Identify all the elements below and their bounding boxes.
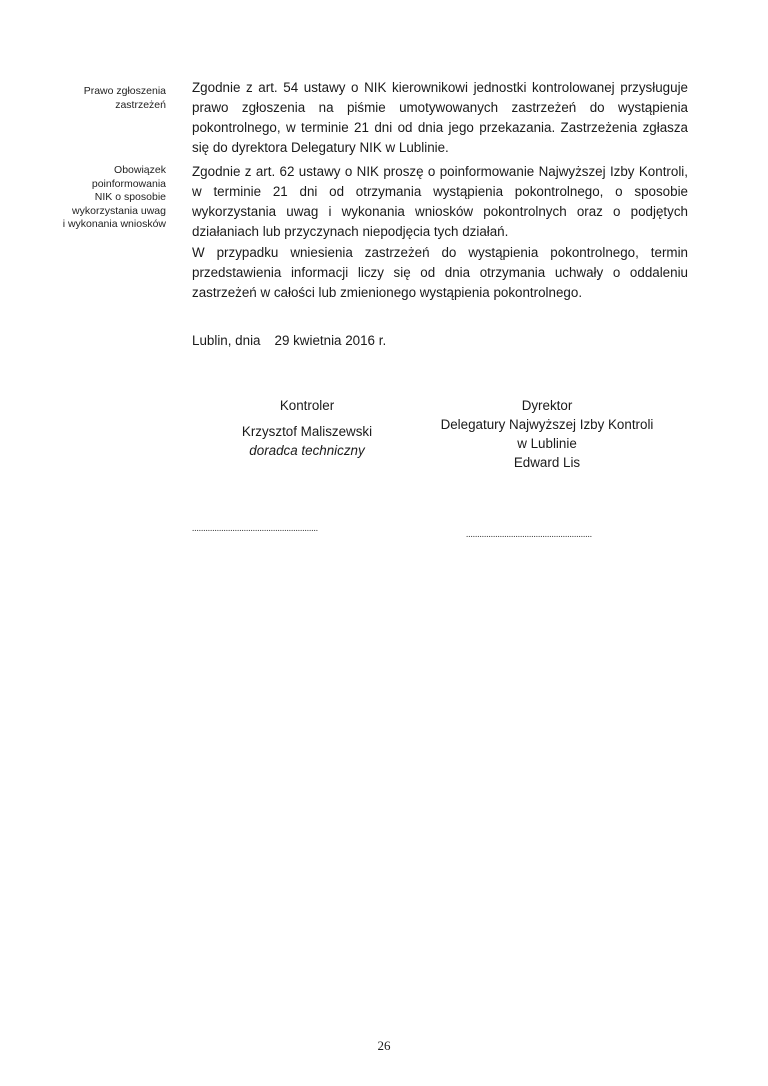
signature-role: Dyrektor	[521, 398, 573, 413]
date-prefix: Lublin, dnia	[192, 333, 261, 348]
signature-line-left: ........................................................	[192, 523, 318, 533]
signature-role: Kontroler	[279, 398, 335, 413]
paragraph-deadline	[192, 243, 688, 303]
signature-name: Krzysztof Maliszewski	[241, 424, 373, 439]
signature-block-director	[428, 396, 666, 472]
side-note-line: Prawo zgłoszenia	[83, 85, 166, 97]
paragraph-text: Zgodnie z art. 62 ustawy o NIK proszę o poinformowanie Najwyższej Izby Kontroli, w terminie 21 dni od otrzymania wystąpienia pokontrolnego, o sposobie wykorzystania uwag i wykonania wniosków pokontrolnych oraz o podjętych działaniach lub przyczynach niepodjęcia tych działań.	[192, 164, 688, 239]
signature-org-line: Delegatury Najwyższej Izby Kontroli	[440, 417, 654, 432]
page-number: 26	[377, 1038, 391, 1053]
date-line	[192, 331, 386, 351]
paragraph-obligation	[192, 162, 688, 242]
side-note-line: zastrzeżeń	[115, 98, 166, 111]
signature-line-right: ........................................................	[466, 529, 592, 539]
signature-block-controller	[214, 396, 400, 460]
side-note-line: NIK o sposobie	[94, 191, 166, 203]
side-note-line: wykorzystania uwag	[72, 204, 166, 217]
side-note-obligation-to-inform	[40, 164, 166, 232]
paragraph-text: W przypadku wniesienia zastrzeżeń do wystąpienia pokontrolnego, termin przedstawienia informacji liczy się od dnia otrzymania uchwały o oddaleniu zastrzeżeń w całości lub zmienionego wystąpienia pokontrolnego.	[192, 245, 688, 300]
side-note-line: poinformowania	[91, 177, 166, 190]
paragraph-text: Zgodnie z art. 54 ustawy o NIK kierownikowi jednostki kontrolowanej przysługuje prawo zgłoszenia na piśmie umotywowanych zastrzeżeń do wystąpienia pokontrolnego, w terminie 21 dni od dnia jego przekazania. Zastrzeżenia zgłasza się do dyrektora Delegatury NIK w Lublinie.	[192, 80, 688, 155]
signature-title: doradca techniczny	[249, 443, 365, 458]
signature-name: Edward Lis	[513, 455, 581, 470]
side-note-line: Obowiązek	[114, 164, 166, 176]
signature-org-line: w Lublinie	[517, 436, 577, 451]
paragraph-objections	[192, 78, 688, 158]
date-value: 29 kwietnia 2016 r.	[274, 333, 387, 348]
side-note-line: i wykonania wniosków	[62, 218, 166, 230]
side-note-right-to-objections	[40, 85, 166, 112]
